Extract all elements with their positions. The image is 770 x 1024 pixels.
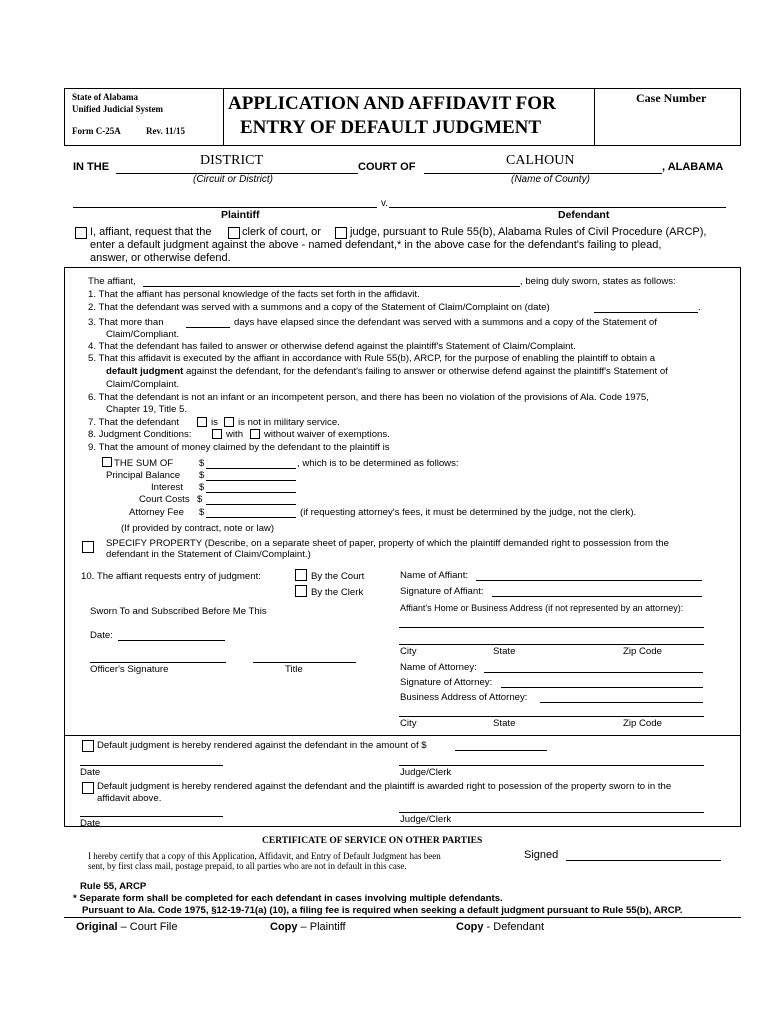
copy-plaintiff (270, 921, 346, 933)
name-of-affiant-field[interactable] (476, 580, 702, 581)
judge-checkbox[interactable] (335, 227, 347, 239)
certificate-signed-field[interactable] (566, 860, 721, 861)
item-5b (106, 366, 668, 377)
item-7c: is not in military service. (238, 417, 340, 428)
affiant-intro-a: The affiant, (88, 276, 136, 287)
interest-dollar: $ (199, 482, 205, 493)
military-is-checkbox[interactable] (197, 417, 207, 427)
officer-title-label: Title (285, 664, 303, 675)
principal-label: Principal Balance (106, 470, 181, 481)
court-costs-label: Court Costs (139, 494, 190, 505)
form-title-line1: APPLICATION AND AFFIDAVIT FOR (228, 93, 556, 114)
affiant-state-label: State (493, 646, 516, 657)
notary-date-field[interactable] (118, 640, 225, 641)
sworn-label: Sworn To and Subscribed Before Me This (90, 606, 267, 617)
certificate-text-1: I hereby certify that a copy of this Application, Affidavit, and Entry of Default Judgment has been (88, 851, 441, 861)
item-7b: is (211, 417, 218, 428)
alabama-label: , ALABAMA (662, 161, 724, 173)
in-the-label: IN THE (73, 161, 110, 173)
court-costs-field[interactable] (206, 504, 296, 505)
affiant-address-label: Affiant's Home or Business Address (if not represented by an attorney): (400, 603, 684, 613)
item-2: 2. That the defendant was served with a summons and a copy of the Statement of Claim/Complaint on (date) (88, 302, 550, 313)
officer-signature-field[interactable] (90, 662, 226, 663)
form-number: Form C-25A (72, 126, 121, 136)
signature-of-affiant-label: Signature of Affiant: (400, 586, 484, 597)
attorney-fee-note: (if requesting attorney's fees, it must be determined by the judge, not the clerk). (300, 507, 637, 518)
item-5c: Claim/Complaint. (106, 379, 180, 390)
item-1: 1. That the affiant has personal knowledge of the facts set forth in the affidavit. (88, 289, 420, 300)
footer-divider (64, 917, 741, 918)
affiant-request-checkbox[interactable] (75, 227, 87, 239)
item-9: 9. That the amount of money claimed by the defendant to the plaintiff is (88, 442, 390, 453)
request-text-line2: enter a default judgment against the above - named defendant,* in the above case for the defendant's failing to plead, (90, 239, 662, 251)
judgment-date-field-2[interactable] (80, 816, 223, 817)
interest-label: Interest (151, 482, 183, 493)
request-text-b: clerk of court, or (242, 226, 321, 238)
system-label: Unified Judicial System (72, 104, 164, 114)
defendant-label: Defendant (558, 209, 610, 221)
item-8a: 8. Judgment Conditions: (88, 429, 192, 440)
attorney-fee-field[interactable] (206, 517, 296, 518)
item-7a: 7. That the defendant (88, 417, 180, 428)
item-5b-bold: default judgment (106, 366, 184, 377)
plaintiff-field[interactable] (73, 207, 377, 208)
signature-of-attorney-field[interactable] (501, 687, 703, 688)
notary-date-label: Date: (90, 630, 113, 641)
item-3a: 3. That more than (88, 317, 164, 328)
copy-plaintiff-bold: Copy (270, 921, 298, 933)
affiant-intro-b: , being duly sworn, states as follows: (520, 276, 676, 287)
form-title-line2: ENTRY OF DEFAULT JUDGMENT (240, 117, 542, 138)
affiant-address-field-1[interactable] (399, 627, 704, 628)
default-judgment-amount-checkbox[interactable] (82, 740, 94, 752)
item-4: 4. That the defendant has failed to answer or otherwise defend against the plaintiff's Statement of Claim/Complaint. (88, 341, 576, 352)
certificate-signed-label: Signed (524, 849, 559, 861)
judge-clerk-label-1: Judge/Clerk (400, 767, 452, 778)
request-text-line3: answer, or otherwise defend. (90, 252, 231, 264)
provided-note: (If provided by contract, note or law) (121, 523, 275, 534)
business-address-attorney-field-2[interactable] (399, 716, 704, 717)
versus-label: v. (381, 198, 389, 209)
by-court-checkbox[interactable] (295, 569, 307, 581)
military-is-not-checkbox[interactable] (224, 417, 234, 427)
item-5a: 5. That this affidavit is executed by the affiant in accordance with Rule 55(b), ARCP, for the purpose of enabling the plaintiff to obtain a (88, 353, 656, 364)
sum-dollar: $ (199, 458, 205, 469)
with-waiver-checkbox[interactable] (212, 429, 222, 439)
signature-of-affiant-field[interactable] (492, 596, 702, 597)
business-address-attorney-field-1[interactable] (540, 702, 703, 703)
principal-dollar: $ (199, 470, 205, 481)
plaintiff-label: Plaintiff (221, 209, 260, 221)
copy-plaintiff-text: – Plaintiff (297, 921, 346, 933)
item-3c: Claim/Compliant. (106, 329, 180, 340)
possession-judgment-checkbox[interactable] (82, 782, 94, 794)
item-8b: with (226, 429, 244, 440)
served-date-field[interactable] (594, 312, 698, 313)
item-10: 10. The affiant requests entry of judgment: (81, 571, 261, 582)
without-waiver-checkbox[interactable] (250, 429, 260, 439)
defendant-field[interactable] (389, 207, 726, 208)
county-caption: (Name of County) (511, 174, 590, 185)
signature-of-attorney-label: Signature of Attorney: (400, 677, 493, 688)
sum-of-checkbox[interactable] (102, 457, 112, 467)
item-2-end: . (698, 302, 701, 313)
item-6a: 6. That the defendant is not an infant or an incompetent person, and there has been no violation of the provisions of Ala. Code 1975, (88, 392, 649, 403)
by-court-label: By the Court (311, 571, 365, 582)
item-6b: Chapter 19, Title 5. (106, 404, 188, 415)
interest-field[interactable] (206, 492, 296, 493)
name-of-attorney-field[interactable] (484, 672, 703, 673)
judge-clerk-field-1[interactable] (399, 765, 704, 766)
county-field[interactable]: CALHOUN (506, 153, 575, 168)
name-of-affiant-label: Name of Affiant: (400, 570, 469, 581)
sum-tail: , which is to be determined as follows: (297, 458, 459, 469)
judge-clerk-field-2[interactable] (399, 812, 704, 813)
footer-note-1: * Separate form shall be completed for each defendant in cases involving multiple defendants. (73, 893, 503, 904)
item-3b: days have elapsed since the defendant was served with a summons and a copy of the Statement of (234, 317, 657, 328)
attorney-zip-label: Zip Code (623, 718, 662, 729)
specify-property-a: SPECIFY PROPERTY (Describe, on a separate sheet of paper, property of which the plaintiff demanded right to possession from the (106, 538, 669, 549)
certificate-title: CERTIFICATE OF SERVICE ON OTHER PARTIES (262, 836, 483, 846)
by-clerk-checkbox[interactable] (295, 585, 307, 597)
footer-note-2: Pursuant to Ala. Code 1975, §12-19-71(a) (10), a filing fee is required when seeking a default judgment pursuant to Rule 55(b), ARCP. (82, 905, 683, 916)
court-type-field[interactable]: DISTRICT (200, 153, 263, 168)
judgment-divider (64, 735, 741, 736)
court-of-label: COURT OF (358, 161, 416, 173)
affiant-name-field[interactable] (143, 286, 520, 287)
default-judgment-amount-text: Default judgment is hereby rendered against the defendant in the amount of $ (97, 740, 427, 751)
affiant-zip-label: Zip Code (623, 646, 662, 657)
judgment-date-label-1: Date (80, 767, 101, 778)
item-5b-text: against the defendant, for the defendant's failing to answer or otherwise defend against the plaintiff's Statement of (183, 366, 668, 377)
affiant-address-field-2[interactable] (399, 644, 704, 645)
copy-defendant-bold: Copy (456, 921, 484, 933)
attorney-fee-label: Attorney Fee (129, 507, 184, 518)
officer-signature-label: Officer's Signature (90, 664, 169, 675)
attorney-fee-dollar: $ (199, 507, 205, 518)
copy-original-text: – Court File (117, 921, 178, 933)
case-number-label: Case Number (636, 91, 707, 105)
judgment-date-label-2: Date (80, 818, 101, 829)
item-8c: without waiver of exemptions. (264, 429, 390, 440)
judge-clerk-label-2: Judge/Clerk (400, 814, 452, 825)
case-number-field[interactable] (600, 108, 736, 142)
sum-field[interactable] (206, 468, 296, 469)
by-clerk-label: By the Clerk (311, 587, 364, 598)
rule-label: Rule 55, ARCP (80, 881, 147, 892)
name-of-attorney-label: Name of Attorney: (400, 662, 477, 673)
judgment-date-field-1[interactable] (80, 765, 223, 766)
court-type-caption: (Circuit or District) (193, 174, 273, 185)
state-label: State of Alabama (72, 92, 138, 102)
attorney-city-label: City (400, 718, 417, 729)
possession-judgment-text-a: Default judgment is hereby rendered against the defendant and the plaintiff is awarded right to posession of the property sworn to in the (97, 781, 672, 792)
business-address-attorney-label: Business Address of Attorney: (400, 692, 528, 703)
request-text-a: I, affiant, request that the (90, 226, 212, 238)
certificate-text-2: sent, by first class mail, postage prepaid, to all parties who are not in default in this case. (88, 861, 407, 871)
default-judgment-amount-field[interactable] (455, 750, 547, 751)
attorney-state-label: State (493, 718, 516, 729)
days-elapsed-field[interactable] (186, 327, 230, 328)
officer-title-field[interactable] (253, 662, 356, 663)
affiant-city-label: City (400, 646, 417, 657)
court-costs-dollar: $ (197, 494, 203, 505)
request-text-c: judge, pursuant to Rule 55(b), Alabama Rules of Civil Procedure (ARCP), (350, 226, 707, 238)
possession-judgment-text-b: affidavit above. (97, 793, 162, 804)
copy-defendant (456, 921, 544, 933)
sum-of-label: THE SUM OF (114, 458, 174, 469)
specify-property-b: defendant in the Statement of Claim/Complaint.) (106, 549, 311, 560)
copy-original-bold: Original (76, 921, 118, 933)
specify-property-checkbox[interactable] (82, 541, 94, 553)
form-revision: Rev. 11/15 (146, 126, 186, 136)
copy-original (76, 921, 177, 933)
principal-field[interactable] (206, 480, 296, 481)
copy-defendant-text: - Defendant (483, 921, 545, 933)
clerk-of-court-checkbox[interactable] (228, 227, 240, 239)
